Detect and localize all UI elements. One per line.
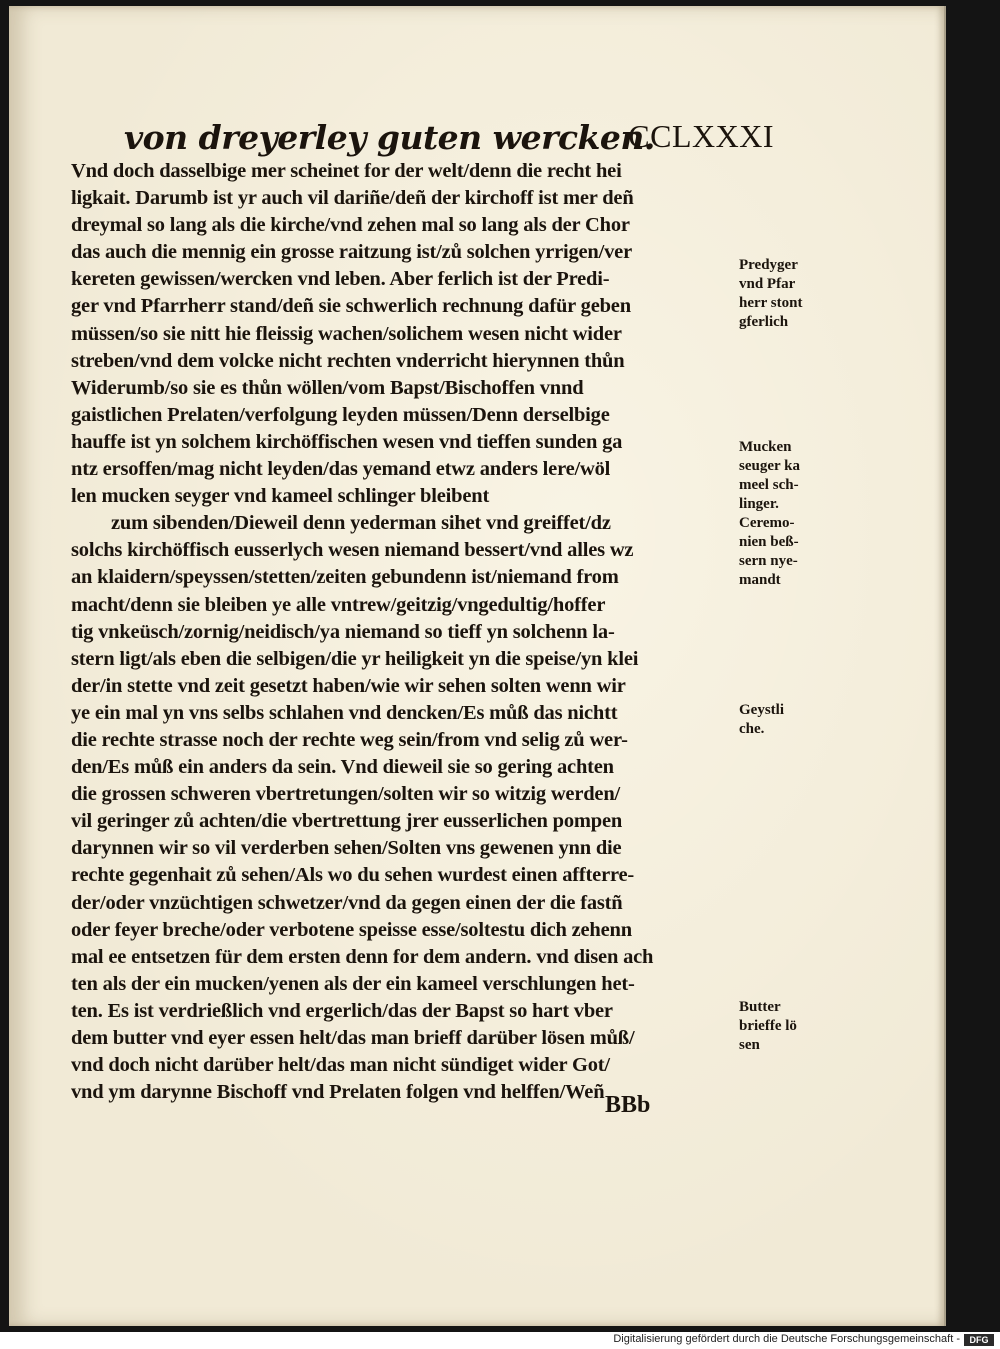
margin-note-line: nien beß- <box>739 534 799 550</box>
margin-note-line: sern nye- <box>739 553 798 569</box>
text-line: solchs kirchöffisch eusserlych wesen niemand bessert/vnd alles wz <box>71 539 634 562</box>
text-line: müssen/so sie nitt hie fleissig wachen/solichem wesen nicht wider <box>71 322 622 345</box>
text-line: darynnen wir so vil verderben sehen/Solten vns gewenen ynn die <box>71 837 622 860</box>
signature-catchword: BBb <box>605 1092 651 1118</box>
margin-note-line: Ceremo- <box>739 515 795 531</box>
text-line: ntz ersoffen/mag nicht leyden/das yemand etwz anders lere/wöl <box>71 458 611 481</box>
text-line: oder feyer breche/oder verbotene speisse esse/soltestu dich zehenn <box>71 918 632 941</box>
text-line: gaistlichen Prelaten/verfolgung leyden müssen/Denn derselbige <box>71 403 610 426</box>
text-line: ten. Es ist verdrießlich vnd ergerlich/das der Bapst so hart vber <box>71 999 613 1022</box>
margin-note-line: che. <box>739 721 765 737</box>
text-line: ligkait. Darumb ist yr auch vil dariñe/deñ der kirchoff ist mer deñ <box>71 187 634 210</box>
book-page <box>9 6 946 1326</box>
text-line: mal ee entsetzen für dem ersten denn for dem andern. vnd disen ach <box>71 945 654 968</box>
running-title: von dreyerley guten wercken. <box>124 118 655 157</box>
margin-note-line: herr stont <box>739 295 803 311</box>
text-line: ten als der ein mucken/yenen als der ein kameel verschlungen het- <box>71 972 635 995</box>
text-line: Widerumb/so sie es thůn wöllen/vom Bapst/Bischoffen vnnd <box>71 376 584 399</box>
text-line: vnd ym darynne Bischoff vnd Prelaten folgen vnd helffen/Weñ <box>71 1081 605 1104</box>
text-line: macht/denn sie bleiben ye alle vntrew/geitzig/vngedultig/hoffer <box>71 593 606 616</box>
main-text-block <box>71 158 731 1106</box>
text-line: der/oder vnzüchtigen schwetzer/vnd da gegen einen der die fastñ <box>71 891 623 914</box>
margin-note-line: Mucken <box>739 439 792 455</box>
margin-note-butter <box>739 998 834 1055</box>
text-line: hauffe ist yn solchem kirchöffischen wesen vnd tieffen sunden ga <box>71 430 623 453</box>
text-line: der/in stette vnd zeit gesetzt haben/wie wir sehen solten wenn wir <box>71 674 626 697</box>
text-line: Vnd doch dasselbige mer scheinet for der welt/denn die recht hei <box>71 160 622 182</box>
text-line: das auch die mennig ein grosse raitzung ist/zů solchen yrrigen/ver <box>71 241 632 264</box>
text-line: zum sibenden/Dieweil denn yederman sihet vnd greiffet/dz <box>111 512 611 535</box>
dfg-logo: DFG <box>964 1334 994 1346</box>
text-line: dreymal so lang als die kirche/vnd zehen mal so lang als der Chor <box>71 214 630 237</box>
page-header <box>124 118 774 162</box>
text-line: die grossen schweren vbertretungen/solten wir so witzig werden/ <box>71 783 621 806</box>
margin-note-line: vnd Pfar <box>739 276 796 292</box>
credit-text: Digitalisierung gefördert durch die Deutsche Forschungsgemeinschaft - <box>613 1333 960 1345</box>
text-line: kereten gewissen/wercken vnd leben. Aber ferlich ist der Predi- <box>71 268 610 291</box>
folio-number: CCLXXXI <box>628 118 774 154</box>
text-line: len mucken seyger vnd kameel schlinger bleibent <box>71 485 490 508</box>
digitization-credit <box>0 1332 1000 1349</box>
margin-note-line: meel sch- <box>739 477 799 493</box>
text-line: dem butter vnd eyer essen helt/das man brieff darüber lösen můß/ <box>71 1027 635 1049</box>
margin-note-predyger <box>739 256 834 332</box>
margin-note-line: mandt <box>739 572 781 588</box>
margin-note-line: seuger ka <box>739 458 800 474</box>
text-line: ye ein mal yn vns selbs schlahen vnd dencken/Es můß das nichtt <box>71 701 618 724</box>
text-line: stern ligt/als eben die selbigen/die yr heiligkeit yn die speise/yn klei <box>71 647 639 670</box>
text-line: vnd doch nicht darüber helt/das man nicht sündiget wider Got/ <box>71 1054 610 1077</box>
margin-note-mucken <box>739 438 834 590</box>
margin-note-line: Predyger <box>739 257 798 273</box>
text-line: rechte gegenhait zů sehen/Als wo du sehen wurdest einen affterre- <box>71 864 635 887</box>
margin-note-line: sen <box>739 1037 760 1053</box>
text-line: die rechte strasse noch der rechte weg sein/from vnd selig zů wer- <box>71 728 628 751</box>
text-line: tig vnkeüsch/zornig/neidisch/ya niemand so tieff yn solchenn la- <box>71 620 615 643</box>
margin-note-line: linger. <box>739 496 779 512</box>
text-line: streben/vnd dem volcke nicht rechten vnderricht hierynnen thůn <box>71 349 625 372</box>
text-line: ger vnd Pfarrherr stand/deñ sie schwerlich rechnung dafür geben <box>71 295 631 318</box>
text-line: vil geringer zů achten/die vbertrettung jrer eusserlichen pompen <box>71 810 623 833</box>
text-line: an klaidern/speyssen/stetten/zeiten gebundenn ist/niemand from <box>71 566 619 589</box>
margin-note-geystliche <box>739 701 834 739</box>
margin-note-line: Butter <box>739 999 781 1015</box>
margin-note-line: gferlich <box>739 314 789 330</box>
margin-note-line: brieffe lö <box>739 1018 797 1034</box>
text-line: den/Es můß ein anders da sein. Vnd dieweil sie so gering achten <box>71 756 614 779</box>
margin-note-line: Geystli <box>739 702 784 718</box>
